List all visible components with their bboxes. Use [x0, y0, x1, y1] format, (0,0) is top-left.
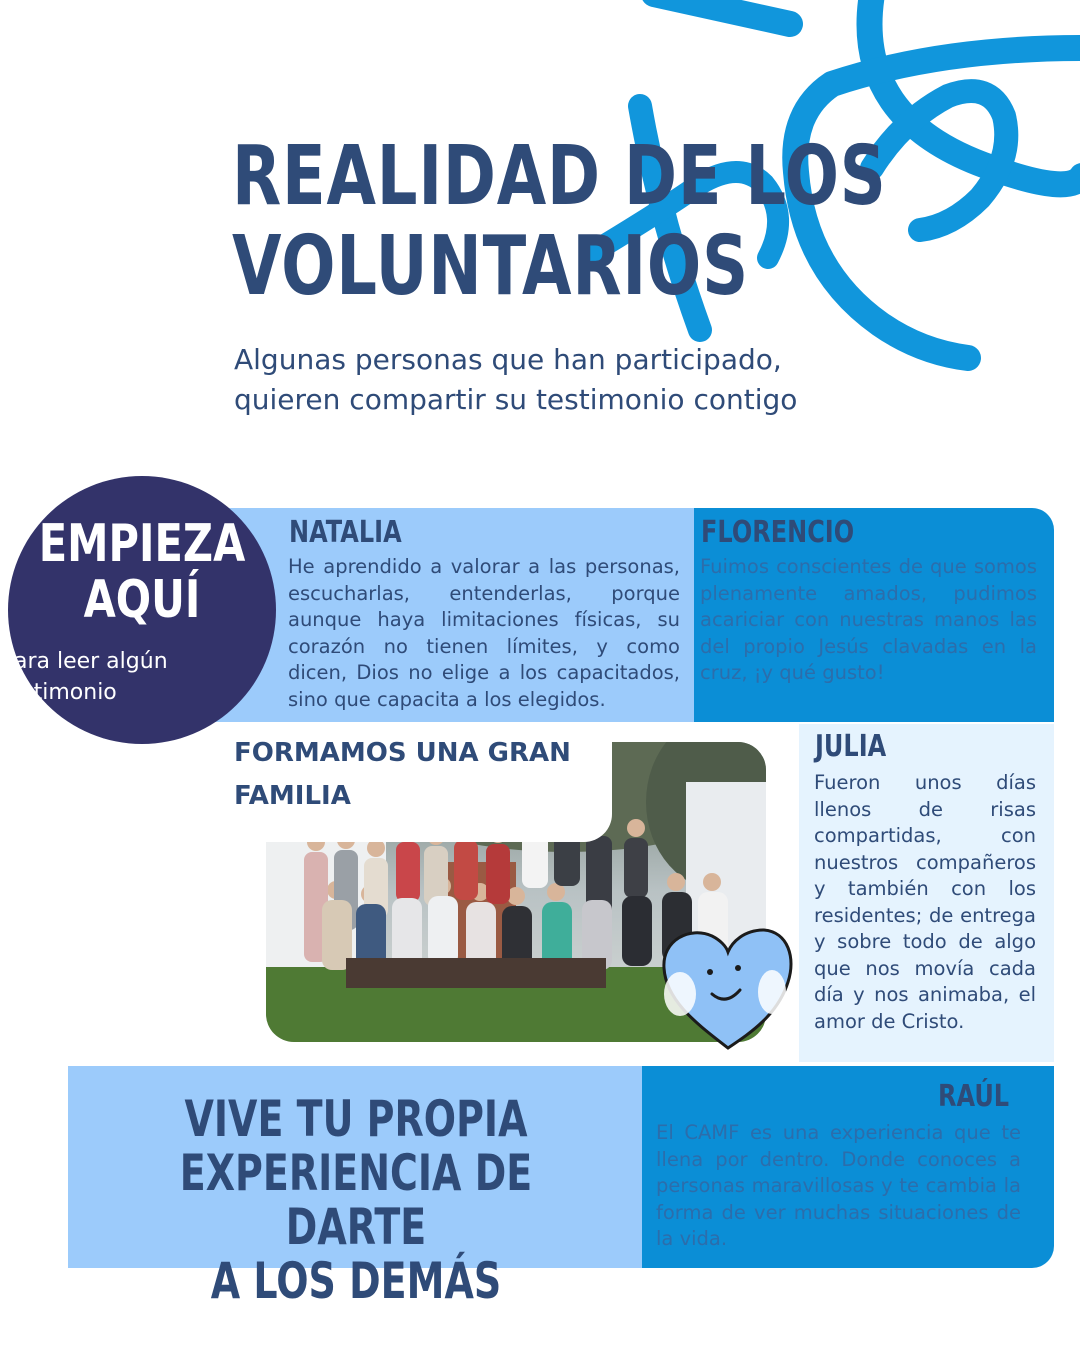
julia-name: JULIA	[815, 729, 887, 764]
natalia-text: He aprendido a valorar a las personas, escucharlas, entenderlas, porque aunque haya limitaciones físicas, su corazón no tienen límites, y como dicen, Dios no elige a los capacitados, sino que capacita a los elegidos.	[288, 555, 680, 711]
raul-name: RAÚL	[938, 1079, 1010, 1114]
cta-heading: VIVE TU PROPIA EXPERIENCIA DE DARTE A LOS DEMÁS	[179, 1090, 533, 1310]
smiling-heart-icon	[660, 922, 796, 1054]
julia-text: Fueron unos días llenos de risas compartidas, con nuestros compañeros y también con los residentes; de entrega y sobre todo de algo que nos movía cada día y nos animaba, el amor de Cristo.	[814, 771, 1036, 1033]
page-subtitle: Algunas personas que han participado, quieren compartir su testimonio contigo	[234, 343, 798, 416]
start-here-subtitle: para leer algún testimonio	[0, 649, 168, 705]
start-here-title: EMPIEZA AQUÍ	[38, 514, 246, 630]
page-title: REALIDAD DE LOS VOLUNTARIOS	[232, 129, 887, 314]
natalia-name: NATALIA	[289, 515, 402, 550]
florencio-name: FLORENCIO	[701, 515, 855, 550]
photo-caption: FORMAMOS UNA GRAN FAMILIA	[222, 730, 612, 842]
raul-text: El CAMF es una experiencia que te llena por dentro. Donde conoces a personas maravillosas y te cambia la forma de ver muchas situaciones de la vida.	[656, 1121, 1021, 1250]
florencio-text: Fuimos conscientes de que somos plenamente amados, pudimos acariciar con nuestras manos las del propio Jesús clavadas en la cruz, ¡y qué gusto!	[700, 555, 1037, 684]
